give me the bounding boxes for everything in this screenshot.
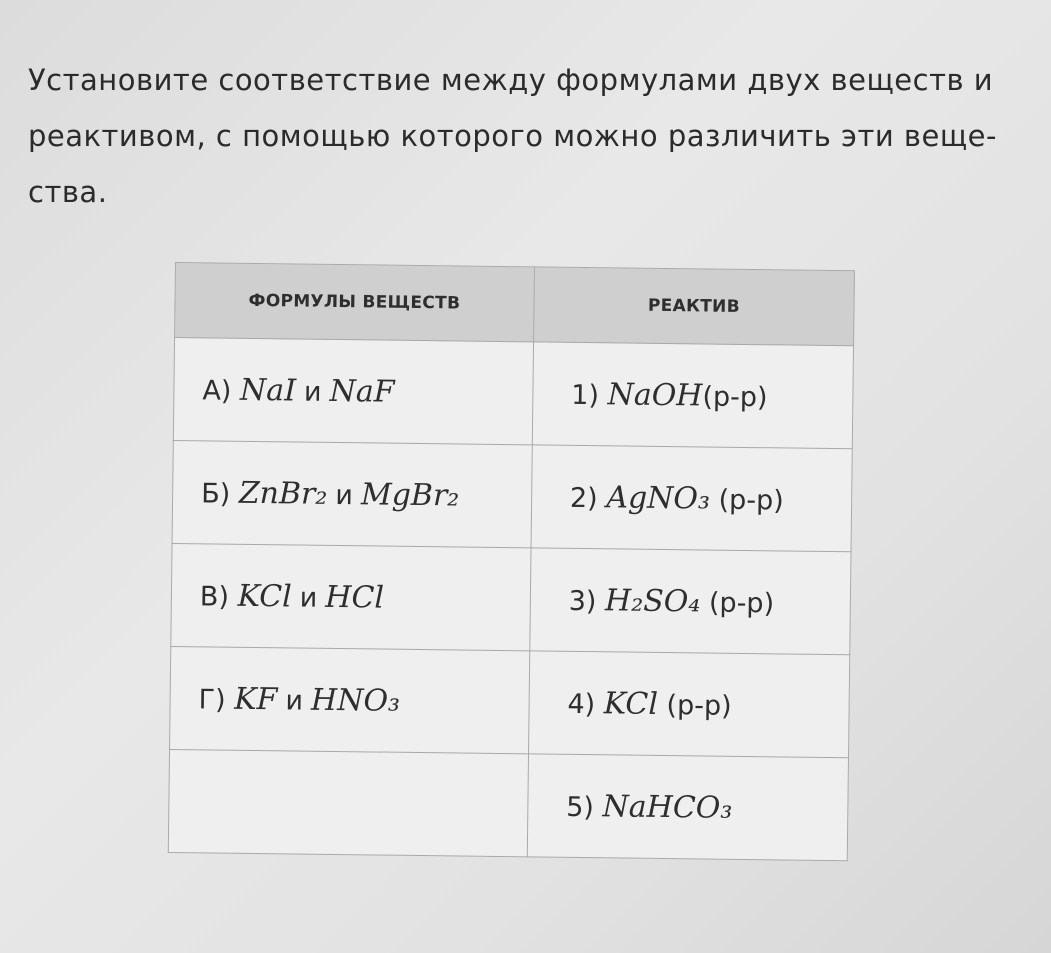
substance-pair-g xyxy=(170,646,530,753)
table-row xyxy=(173,338,853,449)
substance-label: Г) xyxy=(198,683,226,716)
reagent-note: (р-р) xyxy=(702,380,768,413)
question-line-2: реактивом, с помощью которого можно различить эти веще- xyxy=(28,119,997,153)
table-header-row xyxy=(175,263,855,346)
question-line-3: ства. xyxy=(28,175,108,209)
question-text xyxy=(28,52,1028,220)
formula: NaF xyxy=(329,373,395,410)
conjunction: и xyxy=(285,684,304,717)
reagent-2 xyxy=(531,445,852,552)
formula: HCl xyxy=(325,579,385,616)
reagent-3 xyxy=(530,548,851,655)
substance-label: В) xyxy=(199,580,230,613)
formula: NaI xyxy=(239,372,297,408)
table-row xyxy=(172,440,852,551)
table-row xyxy=(170,646,850,757)
table-row xyxy=(168,749,848,860)
table-row xyxy=(171,543,851,654)
reagent-label: 5) xyxy=(566,791,595,823)
reagent-5 xyxy=(527,754,848,861)
formula: NaOH xyxy=(607,376,703,413)
substance-label: А) xyxy=(202,374,232,407)
formula: AgNO₃ xyxy=(606,479,711,517)
formula: ZnBr₂ xyxy=(238,475,328,512)
substance-pair-b xyxy=(172,440,532,547)
question-line-1: Установите соответствие между формулами двух веществ и xyxy=(28,63,994,97)
conjunction: и xyxy=(303,376,322,408)
reagent-label: 1) xyxy=(571,379,600,411)
header-reagent: РЕАКТИВ xyxy=(533,267,854,346)
formula: KCl xyxy=(237,578,292,614)
reagent-note: (р-р) xyxy=(666,689,732,722)
substance-pair-a xyxy=(173,338,533,445)
reagent-note: (р-р) xyxy=(718,484,784,516)
formula: KCl xyxy=(603,685,659,722)
formula: NaHCO₃ xyxy=(602,788,733,826)
formula: H₂SO₄ xyxy=(604,582,701,619)
reagent-4 xyxy=(528,651,849,758)
formula: KF xyxy=(234,681,278,717)
formula: MgBr₂ xyxy=(360,476,460,513)
matching-table xyxy=(168,262,855,861)
reagent-label: 4) xyxy=(567,688,596,720)
conjunction: и xyxy=(299,582,318,614)
empty-cell xyxy=(168,749,528,856)
header-substances: ФОРМУЛЫ ВЕЩЕСТВ xyxy=(175,263,535,342)
reagent-label: 3) xyxy=(568,585,597,617)
conjunction: и xyxy=(335,479,354,511)
substance-label: Б) xyxy=(200,477,231,510)
formula: HNO₃ xyxy=(310,682,401,719)
substance-pair-v xyxy=(171,543,531,650)
reagent-label: 2) xyxy=(569,482,598,514)
reagent-note: (р-р) xyxy=(708,587,775,619)
reagent-1 xyxy=(532,342,853,449)
